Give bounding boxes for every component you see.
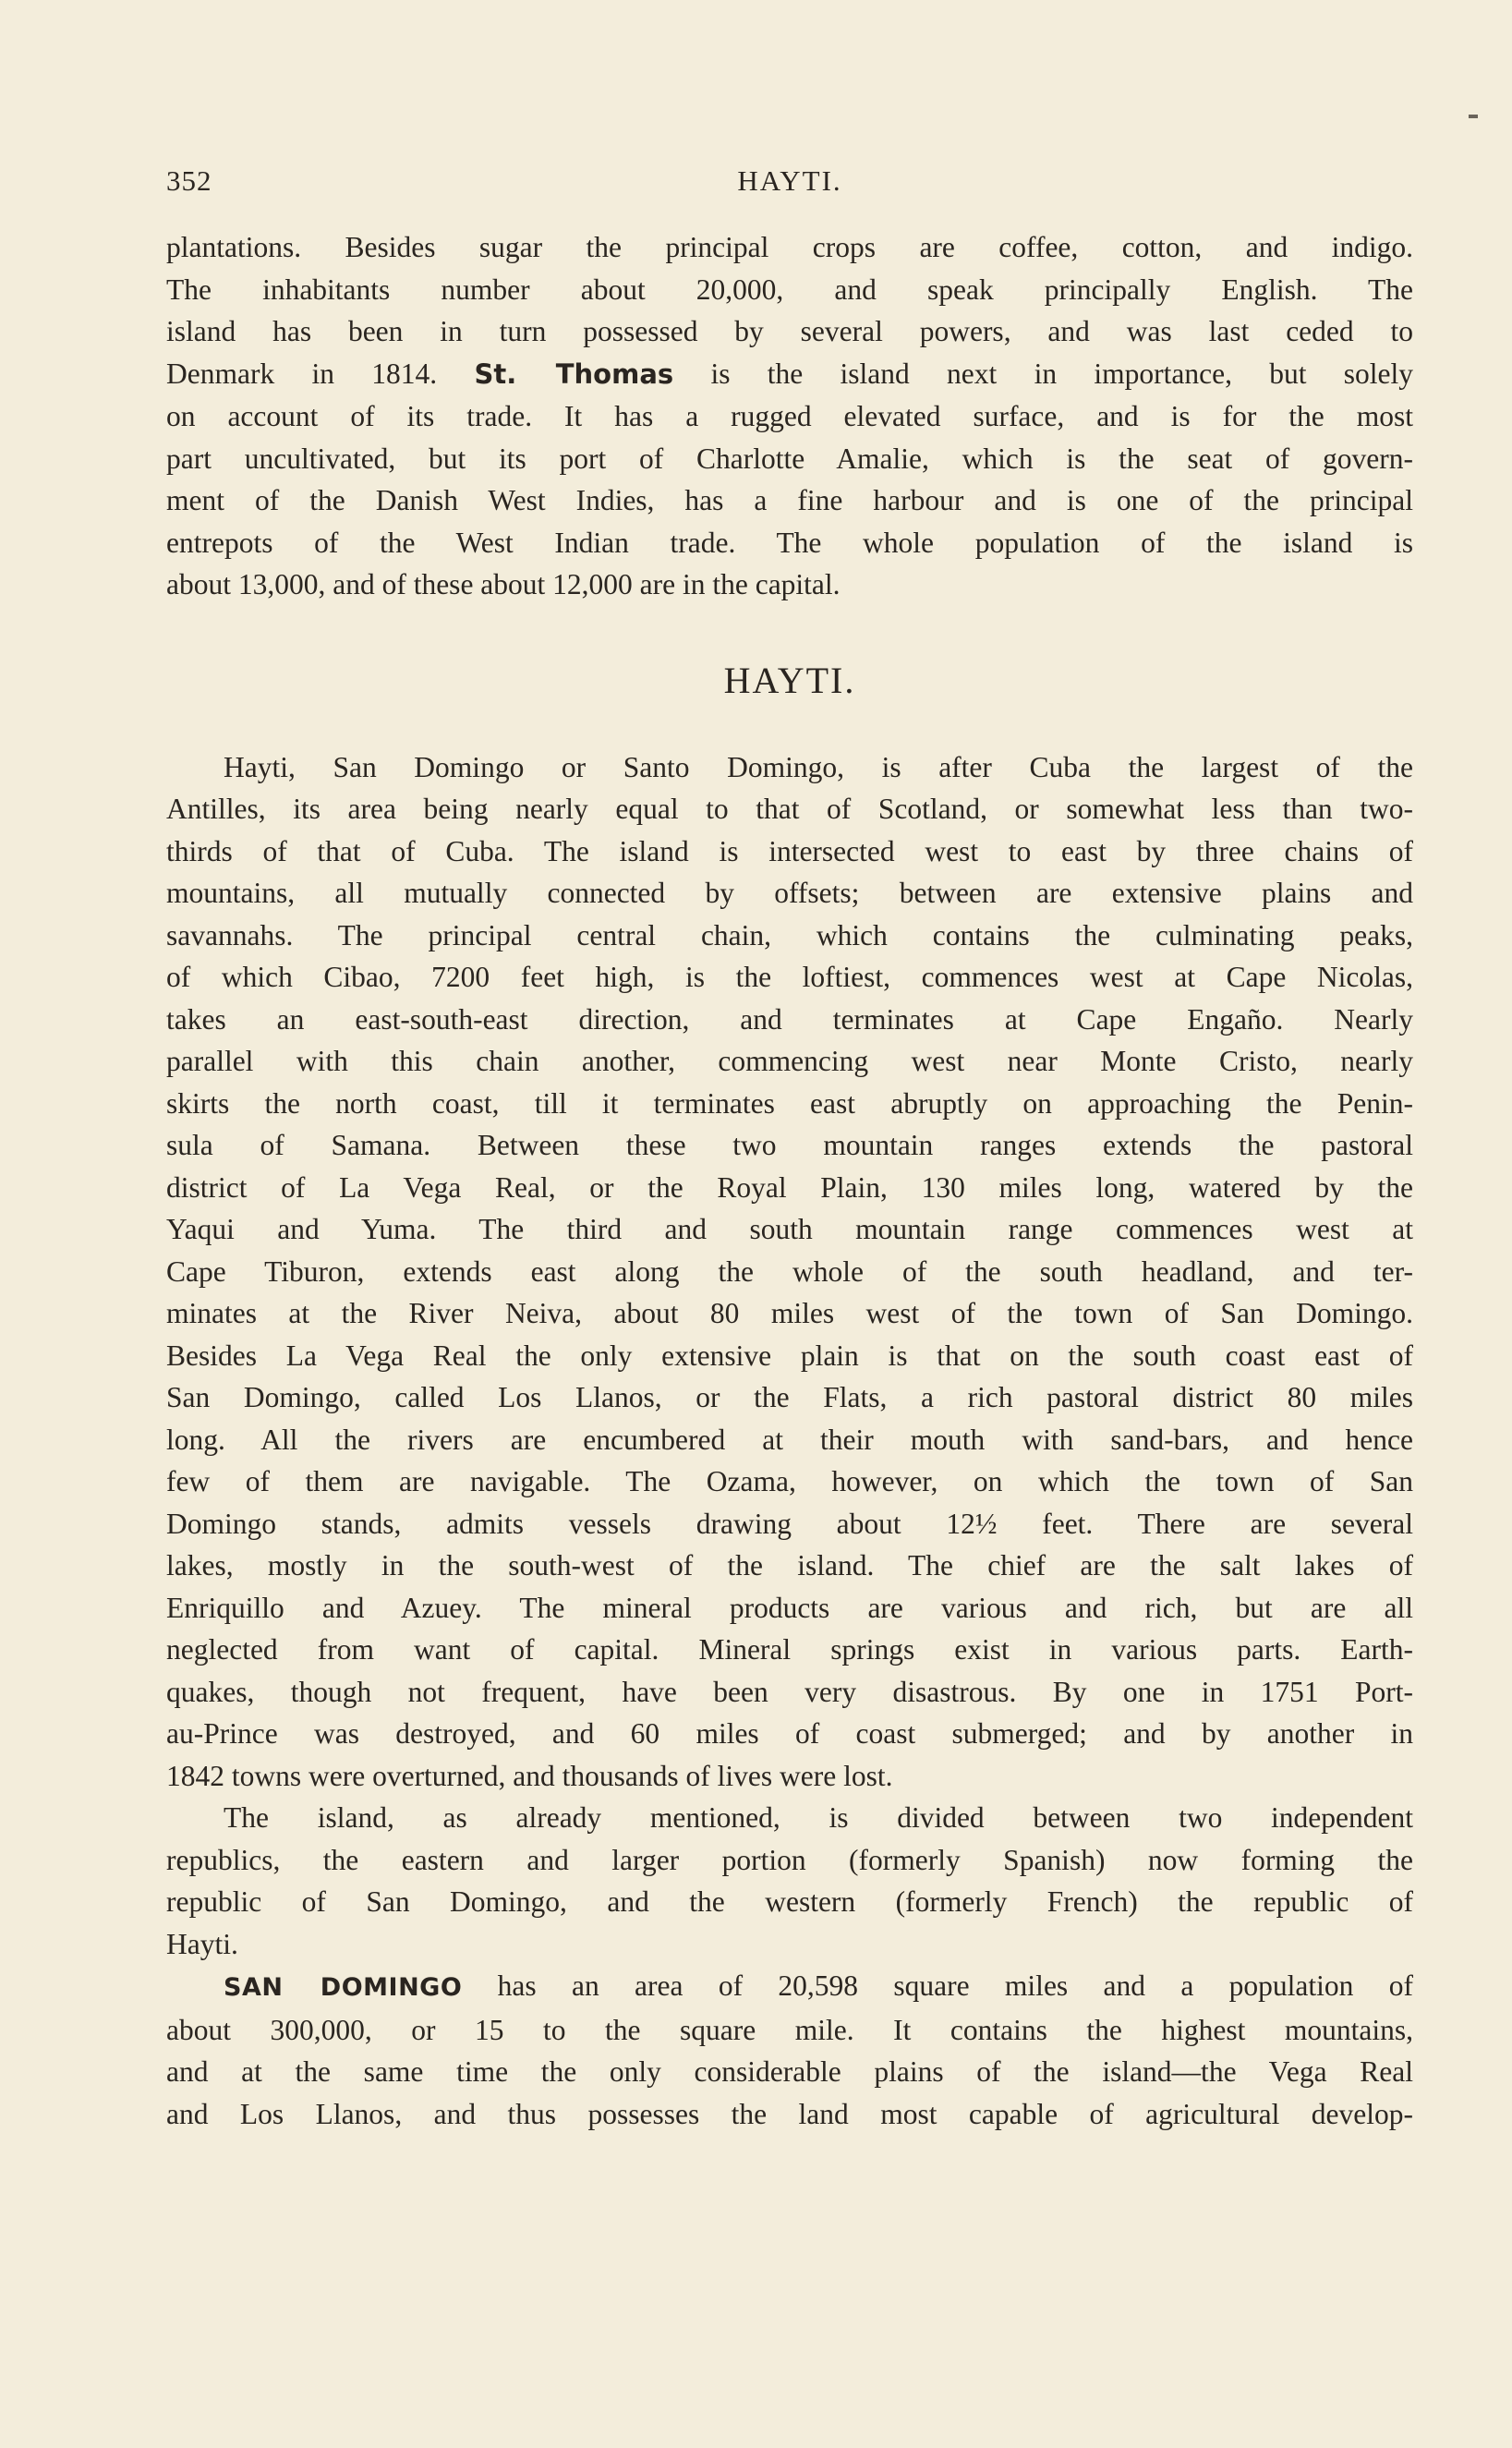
- section-heading: HAYTI.: [723, 659, 856, 701]
- emphasis-san-domingo: SAN DOMINGO: [224, 1973, 463, 2002]
- text-line: Cape Tiburon, extends east along the whole of the south headland, and ter-: [166, 1254, 1413, 1288]
- text-line: 1842 towns were overturned, and thousands of lives were lost.: [166, 1759, 893, 1792]
- text-line: and at the same time the only considerable plains of the island—the Vega Real: [166, 2055, 1413, 2088]
- intro-paragraph: [166, 226, 1413, 606]
- running-title: HAYTI.: [737, 164, 842, 197]
- edge-mark: [1469, 115, 1478, 118]
- page-number: 352: [166, 164, 212, 197]
- text-line: republics, the eastern and larger portion (formerly Spanish) now forming the: [166, 1843, 1413, 1876]
- text-line: takes an east-south-east direction, and terminates at Cape Engaño. Nearly: [166, 1002, 1413, 1036]
- text-line: plantations. Besides sugar the principal crops are coffee, cotton, and indigo.: [166, 231, 1413, 263]
- text-line: ment of the Danish West Indies, has a fine harbour and is one of the principal: [166, 484, 1413, 516]
- text-line: Enriquillo and Azuey. The mineral products are various and rich, but are all: [166, 1591, 1413, 1624]
- text-line: long. All the rivers are encumbered at their mouth with sand-bars, and hence: [166, 1423, 1413, 1456]
- paragraph-hayti-description: [166, 746, 1413, 1798]
- text-line: Hayti.: [166, 1927, 238, 1960]
- text-line: The inhabitants number about 20,000, and speak principally English. The: [166, 273, 1413, 306]
- text-line: sula of Samana. Between these two mountain ranges extends the pastoral: [166, 1129, 1413, 1161]
- text-run: is the island next in importance, but solely: [710, 357, 1414, 390]
- text-line: neglected from want of capital. Mineral springs exist in various parts. Earth-: [166, 1633, 1413, 1666]
- text-line: minates at the River Neiva, about 80 miles west of the town of San Domingo.: [166, 1297, 1413, 1329]
- text-line: Besides La Vega Real the only extensive plain is that on the south coast east of: [166, 1339, 1413, 1372]
- emphasis-st-thomas: St. Thomas: [474, 358, 674, 390]
- text-line: about 300,000, or 15 to the square mile. It contains the highest mountains,: [166, 2013, 1413, 2046]
- text-line: parallel with this chain another, commencing west near Monte Cristo, nearly: [166, 1045, 1413, 1077]
- text-line: savannahs. The principal central chain, which contains the culminating peaks,: [166, 918, 1413, 951]
- text-line: on account of its trade. It has a rugged elevated surface, and is for the most: [166, 400, 1413, 432]
- text-line: The island, as already mentioned, is divided between two independent: [224, 1801, 1413, 1834]
- page: [166, 164, 1413, 2135]
- text-run: has an area of 20,598 square miles and a population of: [497, 1969, 1413, 2002]
- paragraph-san-domingo: [166, 1965, 1413, 2135]
- text-line: mountains, all mutually connected by offsets; between are extensive plains and: [166, 877, 1413, 909]
- text-line: about 13,000, and of these about 12,000 are in the capital.: [166, 568, 841, 600]
- text-line: Yaqui and Yuma. The third and south mountain range commences west at: [166, 1213, 1413, 1245]
- paragraph-republics: [166, 1797, 1413, 1965]
- text-line: entrepots of the West Indian trade. The whole population of the island is: [166, 526, 1413, 559]
- text-line: Hayti, San Domingo or Santo Domingo, is after Cuba the largest of the: [224, 750, 1413, 783]
- text-line: [166, 1965, 1413, 2009]
- text-line: Domingo stands, admits vessels drawing about 12½ feet. There are several: [166, 1507, 1413, 1540]
- text-line: island has been in turn possessed by several powers, and was last ceded to: [166, 315, 1413, 347]
- text-line: skirts the north coast, till it terminates east abruptly on approaching the Penin-: [166, 1086, 1413, 1120]
- running-head: [166, 164, 1413, 211]
- text-line: thirds of that of Cuba. The island is intersected west to east by three chains of: [166, 834, 1413, 867]
- text-line: quakes, though not frequent, have been very disastrous. By one in 1751 Port-: [166, 1675, 1413, 1708]
- text-line: few of them are navigable. The Ozama, however, on which the town of San: [166, 1465, 1413, 1497]
- text-line: and Los Llanos, and thus possesses the land most capable of agricultural develop-: [166, 2097, 1413, 2130]
- text-line: au-Prince was destroyed, and 60 miles of coast submerged; and by another in: [166, 1717, 1413, 1750]
- text-line: lakes, mostly in the south-west of the island. The chief are the salt lakes of: [166, 1549, 1413, 1582]
- text-line: San Domingo, called Los Llanos, or the Flats, a rich pastoral district 80 miles: [166, 1381, 1413, 1413]
- text-line: [166, 353, 1413, 396]
- text-run: Denmark in 1814.: [166, 357, 438, 390]
- text-line: of which Cibao, 7200 feet high, is the loftiest, commences west at Cape Nicolas,: [166, 961, 1413, 993]
- text-line: republic of San Domingo, and the western (formerly French) the republic of: [166, 1885, 1413, 1918]
- text-line: part uncultivated, but its port of Charlotte Amalie, which is the seat of govern-: [166, 442, 1413, 475]
- text-line: Antilles, its area being nearly equal to that of Scotland, or somewhat less than two-: [166, 793, 1413, 825]
- text-line: district of La Vega Real, or the Royal Plain, 130 miles long, watered by the: [166, 1170, 1413, 1204]
